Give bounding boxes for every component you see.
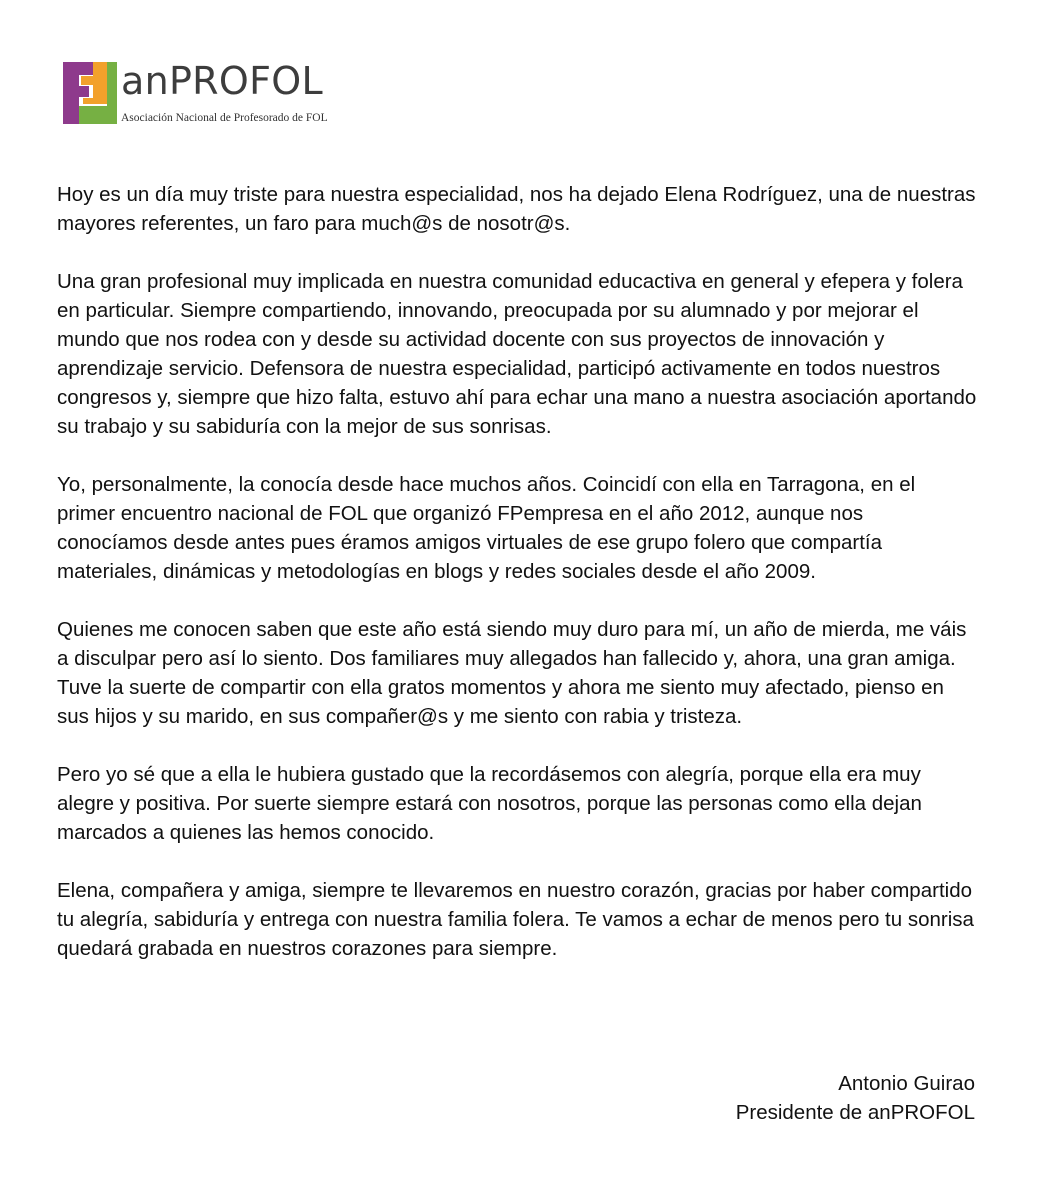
paragraph-1: Hoy es un día muy triste para nuestra especialidad, nos ha dejado Elena Rodríguez, una de nuestras mayores referentes, un faro para much@s de nosotr@s. [57, 183, 976, 235]
letter-body [57, 180, 977, 992]
paragraph-4: Quienes me conocen saben que este año está siendo muy duro para mí, un año de mierda, me váis a disculpar pero así lo siento. Dos familiares muy allegados han fallecido y, ahora, una gran amiga. Tuve la suerte de compartir con ella gratos momentos y ahora me siento muy afectado, pienso en sus hijos y su marido, en sus compañer@s y me siento con rabia y tristeza. [57, 618, 967, 728]
logo-name: anPROFOL [121, 59, 323, 103]
signature [736, 1069, 975, 1127]
signature-role: Presidente de anPROFOL [735, 1101, 975, 1124]
paragraph-6: Elena, compañera y amiga, siempre te llevaremos en nuestro corazón, gracias por haber compartido tu alegría, sabiduría y entrega con nuestra familia folera. Te vamos a echar de menos pero tu sonrisa quedará grabada en nuestros corazones para siempre. [57, 879, 974, 960]
logo [63, 59, 383, 126]
paragraph-2: Una gran profesional muy implicada en nuestra comunidad educactiva en general y efepera y folera en particular. Siempre compartiendo, innovando, preocupada por su alumnado y por mejorar el mundo que nos rodea con y desde su actividad docente con sus proyectos de innovación y aprendizaje servicio. Defensora de nuestra especialidad, participó activamente en todos nuestros congresos y, siempre que hizo falta, estuvo ahí para echar una mano a nuestra asociación aportando su trabajo y su sabiduría con la mejor de sus sonrisas. [57, 270, 977, 438]
signature-name: Antonio Guirao [838, 1072, 975, 1095]
logo-tagline: Asociación Nacional de Profesorado de FOL [121, 112, 328, 124]
anprofol-logo-mark [63, 62, 117, 124]
paragraph-3: Yo, personalmente, la conocía desde hace muchos años. Coincidí con ella en Tarragona, en el primer encuentro nacional de FOL que organizó FPempresa en el año 2012, aunque nos conocíamos desde antes pues éramos amigos virtuales de ese grupo folero que compartía materiales, dinámicas y metodologías en blogs y redes sociales desde el año 2009. [57, 473, 916, 583]
paragraph-5: Pero yo sé que a ella le hubiera gustado que la recordásemos con alegría, porque ella era muy alegre y positiva. Por suerte siempre estará con nosotros, porque las personas como ella dejan marcados a quienes las hemos conocido. [57, 763, 922, 844]
